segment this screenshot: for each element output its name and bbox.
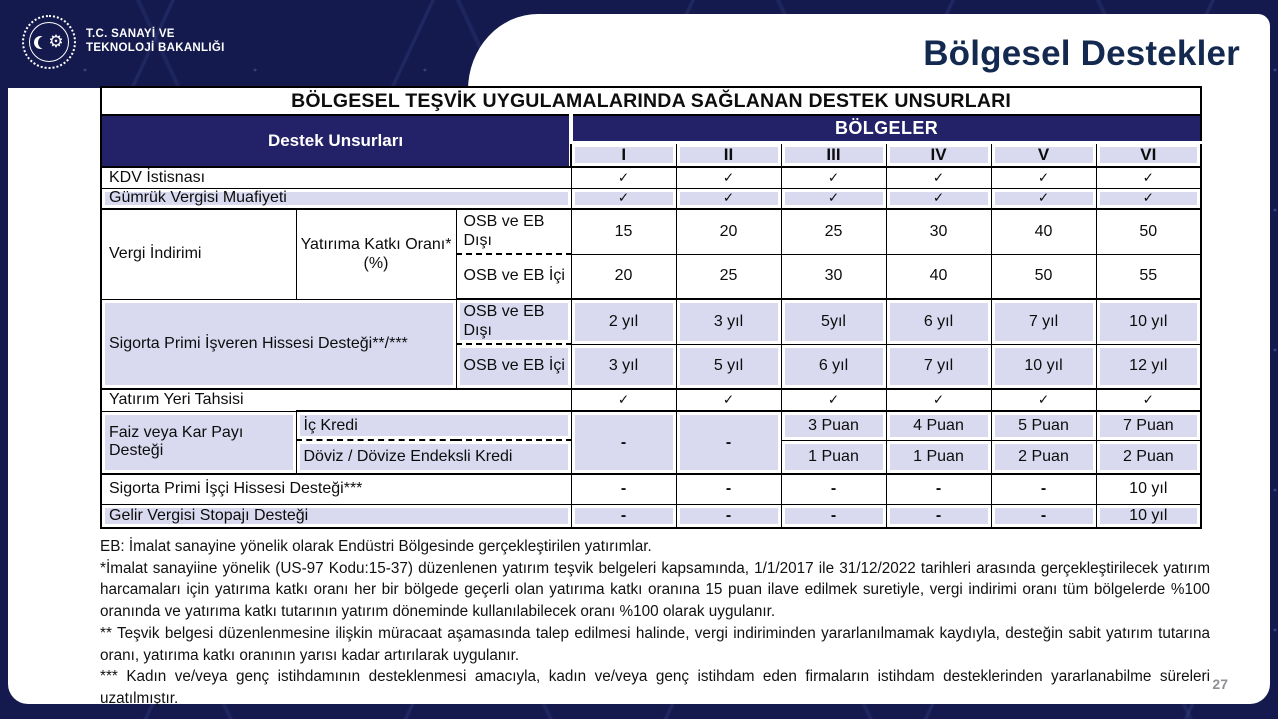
- cell-kdv-3: ✓: [781, 167, 886, 188]
- cell-kdv-5: ✓: [991, 167, 1096, 188]
- cell-ickredi-4: 4 Puan: [886, 411, 991, 440]
- cell-sigorta-disi-4: 6 yıl: [886, 299, 991, 344]
- header-destek-unsurlari: Destek Unsurları: [101, 115, 571, 167]
- cell-vergi-disi-1: 15: [571, 209, 676, 254]
- cell-sigorta-disi-5: 7 yıl: [991, 299, 1096, 344]
- cell-kdv-1: ✓: [571, 167, 676, 188]
- cell-kdv-6: ✓: [1096, 167, 1201, 188]
- cell-sigorta-ici-2: 5 yıl: [676, 344, 781, 389]
- cell-gumruk-4: ✓: [886, 188, 991, 209]
- row-label-faiz: Faiz veya Kar Payı Desteği: [101, 411, 296, 474]
- region-col-6: VI: [1096, 142, 1201, 167]
- cell-isci-6: 10 yıl: [1096, 474, 1201, 504]
- cell-vergi-ici-2: 25: [676, 254, 781, 299]
- cell-vergi-ici-6: 55: [1096, 254, 1201, 299]
- cell-vergi-disi-3: 25: [781, 209, 886, 254]
- row-label-gelir-vergisi: Gelir Vergisi Stopajı Desteği: [101, 504, 571, 528]
- cell-isci-1: -: [571, 474, 676, 504]
- cell-gelir-3: -: [781, 504, 886, 528]
- cell-vergi-disi-5: 40: [991, 209, 1096, 254]
- cell-faiz-region2: -: [676, 411, 781, 474]
- cell-vergi-ici-3: 30: [781, 254, 886, 299]
- row-label-kdv: KDV İstisnası: [101, 167, 571, 188]
- cell-gelir-4: -: [886, 504, 991, 528]
- cell-vergi-ici-4: 40: [886, 254, 991, 299]
- cell-kdv-2: ✓: [676, 167, 781, 188]
- cell-isci-4: -: [886, 474, 991, 504]
- cell-gelir-5: -: [991, 504, 1096, 528]
- row-label-sigorta-isveren: Sigorta Primi İşveren Hissesi Desteği**/***: [101, 299, 456, 389]
- label-vergi-osb-ici: OSB ve EB İçi: [456, 254, 571, 299]
- cell-sigorta-disi-6: 10 yıl: [1096, 299, 1201, 344]
- cell-gelir-2: -: [676, 504, 781, 528]
- cell-isci-2: -: [676, 474, 781, 504]
- cell-sigorta-disi-2: 3 yıl: [676, 299, 781, 344]
- ministry-name: [86, 28, 225, 56]
- page-title: Bölgesel Destekler: [923, 34, 1240, 73]
- cell-ickredi-3: 3 Puan: [781, 411, 886, 440]
- cell-yatirim-3: ✓: [781, 389, 886, 411]
- cell-vergi-disi-2: 20: [676, 209, 781, 254]
- footnote-star2: ** Teşvik belgesi düzenlenmesine ilişkin müracaat aşamasında talep edilmesi halinde, vergi indiriminden yararlanılmamak kaydıyla, desteğin sabit yatırım tutarına oranı, yatırıma katkı oranının yarısı kadar artırılarak uygulanır.: [100, 624, 1210, 664]
- label-yatirima-katki: Yatırıma Katkı Oranı* (%): [296, 209, 456, 299]
- page-number: 27: [1212, 676, 1228, 692]
- region-col-5: V: [991, 142, 1096, 167]
- cell-ickredi-6: 7 Puan: [1096, 411, 1201, 440]
- cell-gumruk-6: ✓: [1096, 188, 1201, 209]
- cell-gumruk-5: ✓: [991, 188, 1096, 209]
- region-col-3: III: [781, 142, 886, 167]
- cell-gelir-6: 10 yıl: [1096, 504, 1201, 528]
- cell-ickredi-5: 5 Puan: [991, 411, 1096, 440]
- ministry-emblem-icon: [22, 15, 76, 69]
- cell-vergi-ici-5: 50: [991, 254, 1096, 299]
- label-vergi-osb-disi: OSB ve EB Dışı: [456, 209, 571, 254]
- footnote-star3: *** Kadın ve/veya genç istihdamının desteklenmesi amacıyla, kadın ve/veya genç istihdam eden firmaların istihdam desteklerinden yararlanabilme süreleri uzatılmıştır.: [100, 668, 1210, 708]
- cell-yatirim-1: ✓: [571, 389, 676, 411]
- row-label-vergi-indirimi: Vergi İndirimi: [101, 209, 296, 299]
- cell-sigorta-ici-1: 3 yıl: [571, 344, 676, 389]
- cell-yatirim-5: ✓: [991, 389, 1096, 411]
- cell-gumruk-2: ✓: [676, 188, 781, 209]
- cell-gelir-1: -: [571, 504, 676, 528]
- footnote-star1: *İmalat sanayiine yönelik (US-97 Kodu:15-37) düzenlenen yatırım teşvik belgeleri kapsamında, 1/1/2017 ile 31/12/2022 tarihleri arasında gerçekleştirilecek yatırım harcamaları için yatırıma katkı oranı her bir bölgede geçerli olan yatırıma katkı oranına 15 puan ilave edilmek suretiyle, vergi indirimi oranı tüm bölgelerde %100 oranında ve yatırıma katkı tutarının yatırım döneminde kullanılabilecek oranı %100 olarak uygulanır.: [100, 559, 1210, 621]
- cell-doviz-5: 2 Puan: [991, 440, 1096, 474]
- region-col-2: II: [676, 142, 781, 167]
- cell-isci-3: -: [781, 474, 886, 504]
- row-label-yatirim-yeri: Yatırım Yeri Tahsisi: [101, 389, 571, 411]
- cell-sigorta-ici-5: 10 yıl: [991, 344, 1096, 389]
- crescent-icon: [34, 36, 47, 49]
- gear-icon: ⚙: [48, 31, 64, 52]
- label-doviz-kredi: Döviz / Dövize Endeksli Kredi: [296, 440, 571, 474]
- cell-kdv-4: ✓: [886, 167, 991, 188]
- cell-doviz-4: 1 Puan: [886, 440, 991, 474]
- cell-sigorta-disi-3: 5yıl: [781, 299, 886, 344]
- cell-yatirim-4: ✓: [886, 389, 991, 411]
- cell-yatirim-2: ✓: [676, 389, 781, 411]
- cell-doviz-6: 2 Puan: [1096, 440, 1201, 474]
- row-label-sigorta-isci: Sigorta Primi İşçi Hissesi Desteği***: [101, 474, 571, 504]
- cell-sigorta-ici-4: 7 yıl: [886, 344, 991, 389]
- cell-isci-5: -: [991, 474, 1096, 504]
- cell-doviz-3: 1 Puan: [781, 440, 886, 474]
- cell-sigorta-ici-3: 6 yıl: [781, 344, 886, 389]
- header-bolgeler: BÖLGELER: [571, 115, 1201, 142]
- ministry-name-line1: T.C. SANAYİ VE: [86, 28, 175, 41]
- incentive-table: [100, 86, 1202, 529]
- ministry-logo: [22, 15, 225, 69]
- label-sigorta-osb-ici: OSB ve EB İçi: [456, 344, 571, 389]
- cell-vergi-ici-1: 20: [571, 254, 676, 299]
- cell-gumruk-1: ✓: [571, 188, 676, 209]
- table-title: BÖLGESEL TEŞVİK UYGULAMALARINDA SAĞLANAN DESTEK UNSURLARI: [101, 87, 1201, 115]
- region-col-4: IV: [886, 142, 991, 167]
- cell-faiz-region1: -: [571, 411, 676, 474]
- footnotes: [100, 536, 1210, 710]
- cell-sigorta-disi-1: 2 yıl: [571, 299, 676, 344]
- ministry-name-line2: TEKNOLOJİ BAKANLIĞI: [86, 42, 225, 54]
- label-sigorta-osb-disi: OSB ve EB Dışı: [456, 299, 571, 344]
- cell-gumruk-3: ✓: [781, 188, 886, 209]
- cell-yatirim-6: ✓: [1096, 389, 1201, 411]
- footnote-eb: EB: İmalat sanayine yönelik olarak Endüstri Bölgesinde gerçekleştirilen yatırımlar.: [100, 538, 652, 555]
- label-ic-kredi: İç Kredi: [296, 411, 571, 440]
- cell-vergi-disi-4: 30: [886, 209, 991, 254]
- region-col-1: I: [571, 142, 676, 167]
- row-label-gumruk: Gümrük Vergisi Muafiyeti: [101, 188, 571, 209]
- cell-sigorta-ici-6: 12 yıl: [1096, 344, 1201, 389]
- cell-vergi-disi-6: 50: [1096, 209, 1201, 254]
